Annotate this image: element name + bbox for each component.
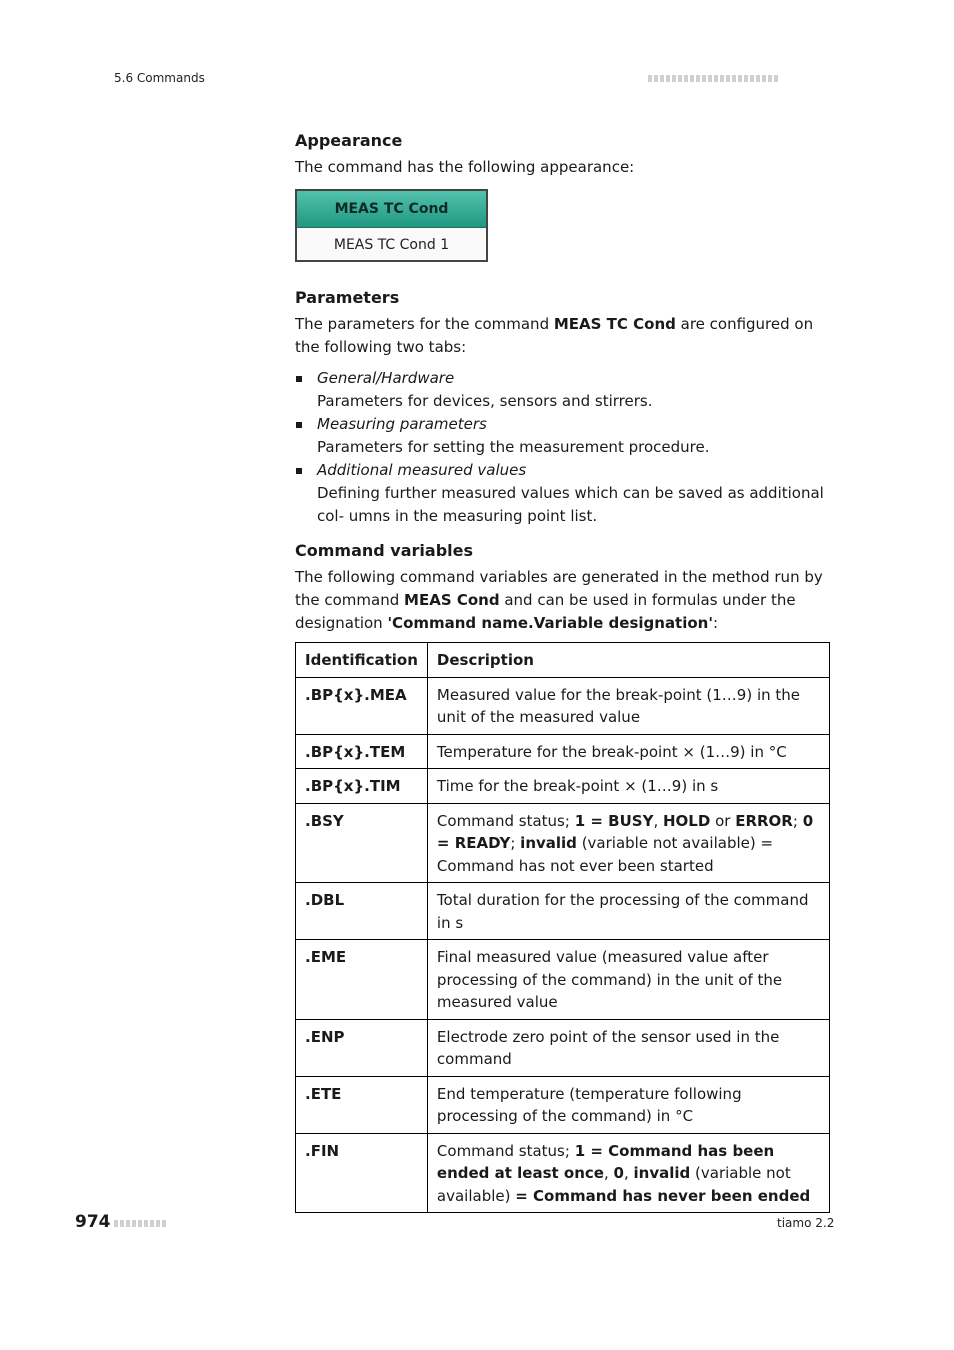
- command-variables-table: [295, 642, 830, 1213]
- description-segment: invalid: [520, 834, 577, 852]
- bullet-icon: [296, 468, 302, 474]
- list-item: [295, 367, 830, 413]
- parameter-tab-description: Defining further measured values which can be saved as additional col- umns in the measuring point list.: [317, 484, 824, 525]
- list-item: [295, 413, 830, 459]
- description-segment: (variable not available) = Command has not ever been started: [436, 834, 774, 875]
- appearance-heading: Appearance: [295, 131, 403, 150]
- description-segment: Electrode zero point of the sensor used in the command: [436, 1027, 780, 1068]
- variable-description: [427, 734, 829, 769]
- parameters-intro-text-end: are configured on the following two tabs:: [295, 315, 814, 356]
- variable-identification: .FIN: [296, 1133, 428, 1213]
- parameters-section: [295, 286, 830, 528]
- running-header-section: 5.6 Commands: [114, 71, 205, 85]
- description-segment: Command status;: [436, 811, 575, 830]
- variable-description: [427, 677, 829, 734]
- variable-description: [427, 1133, 829, 1213]
- table-row: [296, 803, 830, 883]
- column-header-identification: Identification: [296, 643, 428, 678]
- table-row: [296, 1019, 830, 1076]
- parameters-intro-text: The parameters for the command: [295, 315, 554, 333]
- description-segment: 1 = Command has been ended at least once: [436, 1141, 775, 1182]
- parameter-tab-list: [295, 367, 830, 528]
- description-segment: = Command has never been ended: [515, 1186, 811, 1205]
- parameter-tab-description: Parameters for setting the measurement procedure.: [317, 438, 710, 456]
- command-variables-section: [295, 539, 830, 635]
- table-row: [296, 677, 830, 734]
- header-decoration: [648, 75, 778, 82]
- table-row: [296, 1133, 830, 1213]
- variable-identification: .ENP: [296, 1019, 428, 1076]
- product-name: tiamo 2.2: [777, 1216, 835, 1230]
- variable-identification: .EME: [296, 940, 428, 1020]
- description-segment: ,: [653, 811, 663, 830]
- intro-text-end: :: [712, 614, 719, 632]
- bullet-icon: [296, 376, 302, 382]
- description-segment: HOLD: [662, 811, 711, 830]
- variable-identification: .ETE: [296, 1076, 428, 1133]
- description-segment: invalid: [633, 1164, 691, 1182]
- table-header-row: [296, 643, 830, 678]
- description-segment: 0 = READY: [436, 811, 814, 852]
- parameter-tab-title: Additional measured values: [317, 461, 527, 479]
- description-segment: 1 = BUSY: [574, 811, 654, 830]
- description-segment: Measured value for the break-point (1…9) in the unit of the measured value: [436, 685, 800, 726]
- list-item: [295, 459, 830, 528]
- variable-description: [427, 803, 829, 883]
- description-segment: Command status;: [436, 1141, 575, 1160]
- description-segment: Temperature for the break-point × (1…9) in °C: [436, 742, 787, 761]
- intro-text: The following command variables are generated in the method run by the command: [295, 568, 823, 609]
- variable-description: [427, 1019, 829, 1076]
- variable-identification: .BSY: [296, 803, 428, 883]
- variable-identification: .DBL: [296, 883, 428, 940]
- command-widget: [295, 189, 488, 262]
- variable-identification: .BP{x}.MEA: [296, 677, 428, 734]
- description-segment: (variable not available): [436, 1164, 791, 1205]
- description-segment: 0: [613, 1164, 624, 1182]
- intro-command: MEAS Cond: [404, 591, 500, 609]
- appearance-intro: The command has the following appearance:: [295, 158, 635, 176]
- table-row: [296, 883, 830, 940]
- description-segment: End temperature (temperature following processing of the command) in °C: [436, 1084, 742, 1125]
- variable-identification: .BP{x}.TEM: [296, 734, 428, 769]
- intro-text-mid: and can be used in formulas under the designation: [295, 591, 796, 632]
- command-variables-heading: Command variables: [295, 541, 473, 560]
- command-widget-title: MEAS TC Cond: [297, 191, 486, 228]
- description-segment: ;: [510, 834, 521, 852]
- appearance-section: [295, 129, 830, 179]
- parameters-heading: Parameters: [295, 288, 400, 307]
- variable-description: [427, 883, 829, 940]
- description-segment: Final measured value (measured value after processing of the command) in the unit of the measured value: [436, 948, 783, 1011]
- table-row: [296, 1076, 830, 1133]
- parameter-tab-title: Measuring parameters: [317, 415, 487, 433]
- description-segment: Total duration for the processing of the command in s: [436, 891, 809, 932]
- intro-designation: 'Command name.Variable designation': [387, 614, 713, 632]
- parameter-tab-description: Parameters for devices, sensors and stirrers.: [317, 392, 653, 410]
- variable-description: [427, 940, 829, 1020]
- parameters-intro-command: MEAS TC Cond: [553, 315, 676, 333]
- variable-description: [427, 1076, 829, 1133]
- parameters-intro: [295, 313, 830, 359]
- table-row: [296, 940, 830, 1020]
- description-segment: ,: [603, 1164, 614, 1182]
- page-number: 974: [75, 1212, 111, 1232]
- table-row: [296, 769, 830, 804]
- variable-identification: .BP{x}.TIM: [296, 769, 428, 804]
- command-variables-intro: [295, 566, 830, 635]
- parameter-tab-title: General/Hardware: [317, 369, 455, 387]
- bullet-icon: [296, 422, 302, 428]
- description-segment: or: [710, 811, 736, 830]
- command-widget-name: MEAS TC Cond 1: [333, 237, 450, 253]
- footer-decoration: [114, 1220, 166, 1227]
- description-segment: Time for the break-point × (1…9) in s: [436, 777, 719, 795]
- description-segment: ERROR: [735, 811, 793, 830]
- variable-description: [427, 769, 829, 804]
- description-segment: ;: [792, 811, 803, 830]
- table-row: [296, 734, 830, 769]
- column-header-description: Description: [427, 643, 829, 678]
- description-segment: ,: [623, 1164, 634, 1182]
